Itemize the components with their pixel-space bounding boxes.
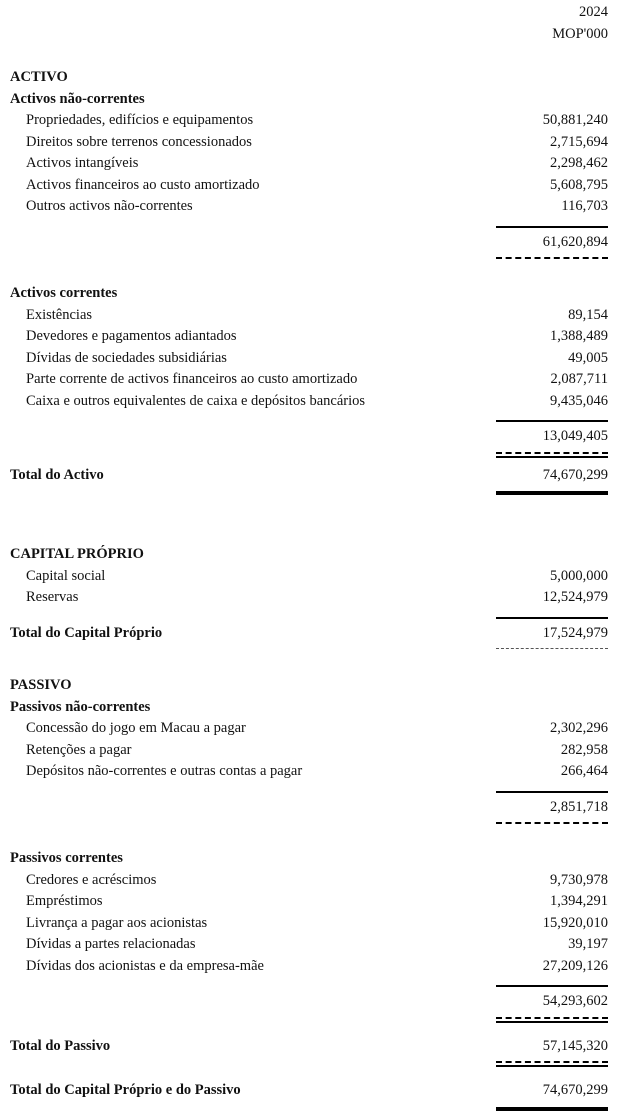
row-label: Total do Capital Próprio e do Passivo: [10, 1082, 241, 1098]
column-header: [0, 2, 623, 24]
row-label: Existências: [26, 306, 93, 323]
row-value: 1,388,489: [550, 328, 608, 344]
line-item: [0, 718, 623, 740]
row-value: 15,920,010: [542, 914, 608, 931]
rule-solid: [496, 420, 608, 422]
row-value: 9,730,978: [550, 871, 608, 888]
row-value: 5,608,795: [550, 176, 608, 193]
subsection-heading: [0, 283, 623, 305]
row-value: 2024: [579, 4, 608, 20]
line-item: [0, 348, 623, 370]
rule-dashed-bold: [496, 257, 608, 259]
row-value: 5,000,000: [550, 567, 608, 584]
row-label: Parte corrente de activos financeiros ao custo amortizado: [26, 371, 358, 387]
line-item: [0, 326, 623, 348]
row-value: 17,524,979: [542, 624, 608, 641]
spacer: [0, 498, 623, 544]
row-value: 2,715,694: [550, 133, 608, 150]
row-label: Total do Passivo: [10, 1037, 111, 1054]
row-value: 266,464: [560, 763, 608, 779]
spacer: [0, 826, 623, 848]
row-label: Activos correntes: [10, 285, 118, 301]
subtotal-row: [0, 232, 623, 254]
line-item: [0, 934, 623, 956]
row-label: Outros activos não-correntes: [26, 198, 193, 214]
row-label: Propriedades, edifícios e equipamentos: [26, 112, 254, 128]
spacer: [0, 45, 623, 67]
row-label: Activos intangíveis: [26, 155, 139, 171]
spacer: [0, 651, 623, 675]
line-item: [0, 956, 623, 978]
row-value: 49,005: [568, 349, 608, 366]
row-value: 27,209,126: [542, 957, 608, 974]
total-row: [0, 1080, 623, 1102]
line-item: [0, 132, 623, 154]
subsection-heading: [0, 697, 623, 719]
rule-thick: [496, 1107, 608, 1111]
section-heading: [0, 544, 623, 566]
row-label: Passivos não-correntes: [10, 698, 151, 715]
row-value: 2,298,462: [550, 155, 608, 171]
rule-dashed-solid: [496, 1017, 608, 1023]
rule-solid: [496, 985, 608, 987]
row-label: Retenções a pagar: [26, 741, 132, 758]
spacer: [0, 1024, 623, 1036]
line-item: [0, 870, 623, 892]
rule-dashed-thin: [496, 648, 608, 649]
total-row: [0, 623, 623, 645]
row-label: Credores e acréscimos: [26, 871, 157, 888]
row-value: 2,087,711: [550, 371, 608, 387]
row-value: 50,881,240: [542, 112, 608, 128]
row-value: 282,958: [560, 741, 608, 758]
row-value: 2,851,718: [550, 798, 608, 815]
section-heading: [0, 67, 623, 89]
subsection-heading: [0, 848, 623, 870]
rule-solid: [496, 617, 608, 619]
rule-thick: [496, 491, 608, 495]
row-label: Depósitos não-correntes e outras contas a pagar: [26, 763, 303, 779]
row-value: 13,049,405: [542, 428, 608, 444]
total-row: [0, 465, 623, 487]
line-item: [0, 740, 623, 762]
subtotal-row: [0, 797, 623, 819]
row-label: Dívidas dos acionistas e da empresa-mãe: [26, 957, 264, 974]
row-label: Concessão do jogo em Macau a pagar: [26, 720, 246, 736]
rule-dashed-solid: [496, 1061, 608, 1067]
row-value: 89,154: [568, 306, 608, 323]
row-value: 61,620,894: [542, 233, 608, 250]
row-label: Dívidas de sociedades subsidiárias: [26, 349, 227, 366]
section-heading: [0, 675, 623, 697]
line-item: [0, 110, 623, 132]
row-value: 74,670,299: [542, 1082, 608, 1098]
rule-dashed-solid: [496, 452, 608, 458]
row-label: Reservas: [26, 589, 79, 605]
line-item: [0, 891, 623, 913]
row-value: 2,302,296: [550, 720, 608, 736]
row-label: Capital social: [26, 567, 106, 584]
row-value: 12,524,979: [542, 589, 608, 605]
row-value: 9,435,046: [550, 392, 608, 409]
subtotal-row: [0, 991, 623, 1013]
column-header: [0, 24, 623, 46]
row-value: 39,197: [568, 936, 608, 952]
line-item: [0, 761, 623, 783]
row-value: MOP'000: [552, 25, 608, 42]
row-label: CAPITAL PRÓPRIO: [10, 546, 144, 562]
row-label: Caixa e outros equivalentes de caixa e depósitos bancários: [26, 392, 366, 409]
row-label: Total do Capital Próprio: [10, 624, 163, 641]
row-label: Dívidas a partes relacionadas: [26, 936, 196, 952]
line-item: [0, 566, 623, 588]
row-value: 116,703: [561, 198, 608, 214]
row-label: ACTIVO: [10, 69, 68, 85]
row-label: Livrança a pagar aos acionistas: [26, 914, 208, 931]
spacer: [0, 1068, 623, 1080]
line-item: [0, 153, 623, 175]
balance-sheet: [0, 2, 623, 1111]
line-item: [0, 196, 623, 218]
line-item: [0, 305, 623, 327]
line-item: [0, 391, 623, 413]
row-value: 1,394,291: [550, 893, 608, 909]
row-label: Total do Activo: [10, 466, 104, 483]
row-value: 57,145,320: [542, 1037, 608, 1054]
total-row: [0, 1036, 623, 1058]
rule-dashed-bold: [496, 822, 608, 824]
row-label: Activos não-correntes: [10, 90, 145, 107]
row-label: Devedores e pagamentos adiantados: [26, 328, 237, 344]
row-label: Passivos correntes: [10, 850, 123, 866]
rule-solid: [496, 226, 608, 228]
row-label: PASSIVO: [10, 677, 72, 693]
spacer: [0, 261, 623, 283]
row-value: 74,670,299: [542, 466, 608, 483]
line-item: [0, 175, 623, 197]
row-label: Direitos sobre terrenos concessionados: [26, 133, 252, 150]
subsection-heading: [0, 89, 623, 111]
line-item: [0, 913, 623, 935]
line-item: [0, 369, 623, 391]
line-item: [0, 587, 623, 609]
row-value: 54,293,602: [542, 993, 608, 1009]
subtotal-row: [0, 426, 623, 448]
row-label: Empréstimos: [26, 893, 103, 909]
row-label: Activos financeiros ao custo amortizado: [26, 176, 260, 193]
rule-solid: [496, 791, 608, 793]
